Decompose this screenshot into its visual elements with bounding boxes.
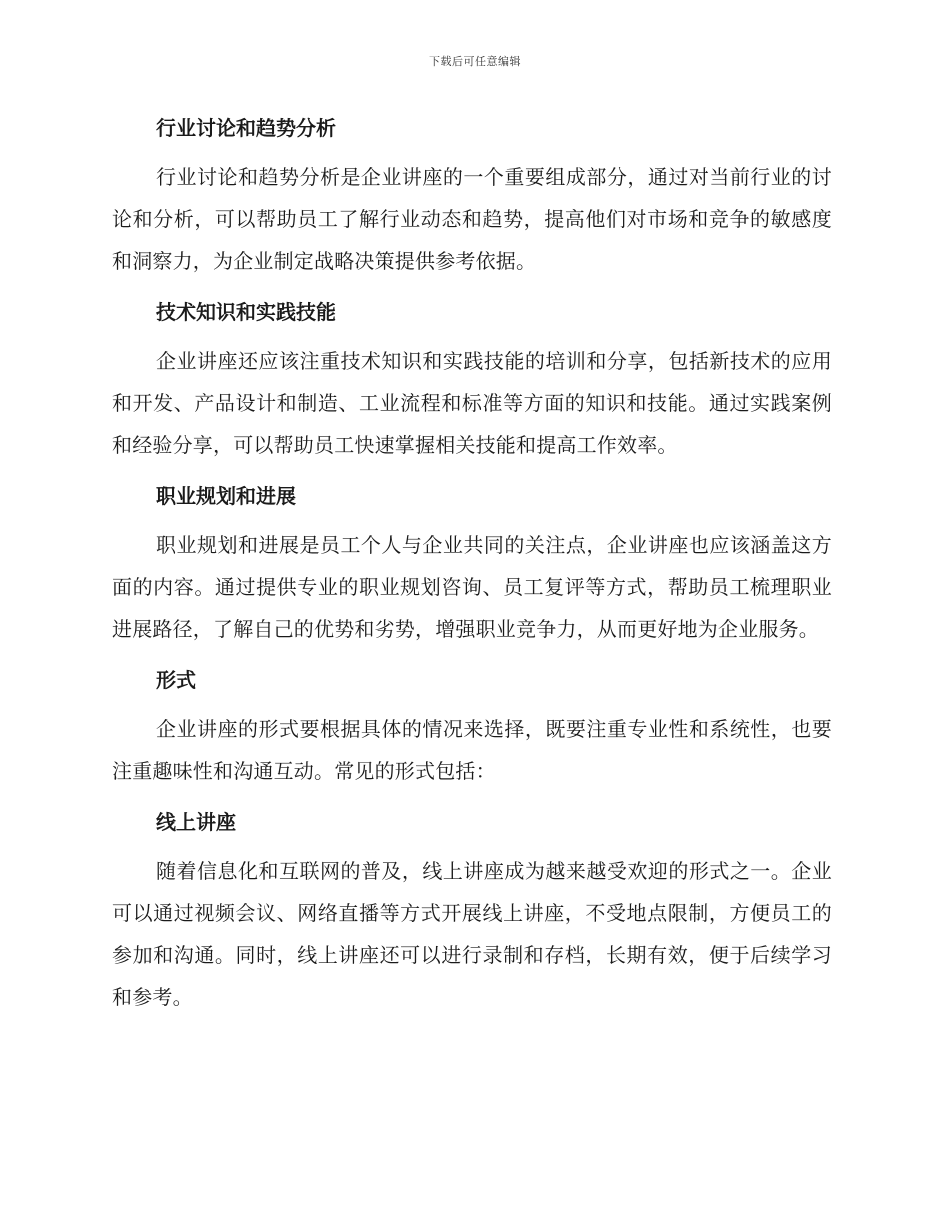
section-heading-technical-knowledge: 技术知识和实践技能 [156, 300, 336, 324]
section-paragraph-online-lecture: 随着信息化和互联网的普及，线上讲座成为越来越受欢迎的形式之一。企业可以通过视频会议、网络直播等方式开展线上讲座，不受地点限制，方便员工的参加和沟通。同时，线上讲座还可以进行录制和存档，长期有效，便于后续学习和参考。 [112, 859, 832, 1009]
section-heading-online-lecture: 线上讲座 [156, 810, 236, 834]
section-paragraph-format: 企业讲座的形式要根据具体的情况来选择，既要注重专业性和系统性，也要注重趣味性和沟通互动。常见的形式包括： [112, 717, 832, 783]
section-heading-career-planning: 职业规划和进展 [156, 484, 296, 508]
document-body [112, 108, 832, 1028]
section-heading-industry-discussion: 行业讨论和趋势分析 [156, 116, 336, 140]
section-paragraph-industry-discussion: 行业讨论和趋势分析是企业讲座的一个重要组成部分，通过对当前行业的讨论和分析，可以帮助员工了解行业动态和趋势，提高他们对市场和竞争的敏感度和洞察力，为企业制定战略决策提供参考依据。 [112, 165, 832, 273]
page-header: 下载后可任意编辑 [429, 55, 521, 68]
section-paragraph-career-planning: 职业规划和进展是员工个人与企业共同的关注点，企业讲座也应该涵盖这方面的内容。通过提供专业的职业规划咨询、员工复评等方式，帮助员工梳理职业进展路径，了解自己的优势和劣势，增强职业竞争力，从而更好地为企业服务。 [112, 533, 832, 641]
section-heading-format: 形式 [156, 668, 196, 692]
section-paragraph-technical-knowledge: 企业讲座还应该注重技术知识和实践技能的培训和分享，包括新技术的应用和开发、产品设计和制造、工业流程和标准等方面的知识和技能。通过实践案例和经验分享，可以帮助员工快速掌握相关技能和提高工作效率。 [112, 349, 832, 457]
